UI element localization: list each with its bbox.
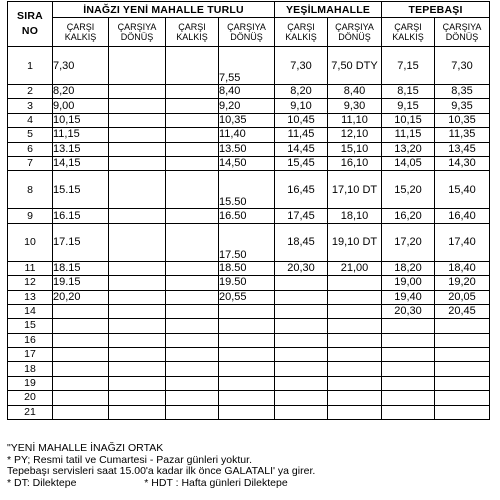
time-cell: 18,20 [382,261,435,275]
time-cell: 20,55 [219,290,275,304]
time-cell: 20,20 [53,290,109,304]
table-row [8,223,490,261]
time-cell: 10,45 [275,113,328,127]
time-cell [166,142,219,156]
time-cell [328,405,382,419]
sub-header-row [8,18,490,47]
time-cell: 20,30 [275,261,328,275]
row-number: 18 [8,362,53,376]
table-row [8,261,490,275]
sub-header-line: DÖNÜŞ [445,32,479,42]
time-cell [166,128,219,142]
time-cell: 17,10 DT [328,171,382,209]
time-cell [328,304,382,318]
time-cell [53,405,109,419]
group-header-yesilmahalle: YEŞİLMAHALLE [275,2,382,18]
time-cell [166,113,219,127]
time-cell [109,276,166,290]
time-cell: 14,05 [382,156,435,170]
time-cell: 20,30 [382,304,435,318]
time-cell: 19,40 [382,290,435,304]
time-cell [382,333,435,347]
time-cell: 11,40 [219,128,275,142]
time-cell: 15,40 [435,171,490,209]
time-cell [328,348,382,362]
sub-header [53,18,109,47]
time-cell: 18,45 [275,223,328,261]
time-cell [328,290,382,304]
time-cell: 14,15 [53,156,109,170]
sub-header [166,18,219,47]
time-cell [219,376,275,390]
sub-header-line: KALKIŞ [176,32,208,42]
time-cell [53,348,109,362]
row-number: 17 [8,348,53,362]
time-cell [109,261,166,275]
footer-note: Tepebaşı servisleri saat 15.00'a kadar ilk önce GALATALI' ya girer. [7,465,316,477]
time-cell: 16.15 [53,209,109,223]
time-cell [382,376,435,390]
time-cell: 16.50 [219,209,275,223]
time-cell: 16,10 [328,156,382,170]
time-cell [109,209,166,223]
time-cell [109,348,166,362]
time-cell: 15,45 [275,156,328,170]
table-row [8,142,490,156]
row-number: 12 [8,276,53,290]
row-number: 6 [8,142,53,156]
sub-header-line: ÇARŞIYA [117,22,157,32]
time-cell: 11,45 [275,128,328,142]
time-cell [435,376,490,390]
time-cell [219,333,275,347]
time-cell: 13.50 [219,142,275,156]
time-cell [109,156,166,170]
sub-header-line: ÇARŞI [66,22,95,32]
time-cell: 10,35 [435,113,490,127]
time-cell: 9,20 [219,99,275,113]
time-cell [275,319,328,333]
row-number: 13 [8,290,53,304]
table-row [8,156,490,170]
time-cell: 19,20 [435,276,490,290]
row-number: 15 [8,319,53,333]
time-cell [219,304,275,318]
sub-header-line: ÇARŞI [287,22,315,32]
row-number: 21 [8,405,53,419]
time-cell [328,376,382,390]
time-cell: 13,45 [435,142,490,156]
time-cell [53,391,109,405]
time-cell: 11,35 [435,128,490,142]
time-cell [435,348,490,362]
row-number: 5 [8,128,53,142]
time-cell: 15,10 [328,142,382,156]
row-number: 7 [8,156,53,170]
time-cell [166,319,219,333]
time-cell [53,333,109,347]
time-cell: 19.50 [219,276,275,290]
table-row [8,99,490,113]
table-row [8,319,490,333]
time-cell [166,405,219,419]
time-cell [166,362,219,376]
time-cell: 9,30 [328,99,382,113]
time-cell [435,405,490,419]
time-cell: 16,45 [275,171,328,209]
time-cell: 13.15 [53,142,109,156]
time-cell [275,276,328,290]
time-cell [275,391,328,405]
table-row [8,47,490,85]
sub-header [109,18,166,47]
time-cell: 17.50 [219,223,275,261]
time-cell: 16,40 [435,209,490,223]
time-cell: 11,15 [382,128,435,142]
row-number: 11 [8,261,53,275]
time-cell [109,333,166,347]
time-cell: 9,10 [275,99,328,113]
sub-header-line: DÖNÜŞ [120,32,154,42]
sub-header-line: KALKIŞ [64,32,97,42]
row-number: 8 [8,171,53,209]
time-cell [275,376,328,390]
time-cell: 10,15 [382,113,435,127]
time-cell: 11,15 [53,128,109,142]
time-cell [109,304,166,318]
time-cell [435,333,490,347]
time-cell: 14,50 [219,156,275,170]
sira-label: SIRA [17,10,43,22]
time-cell: 7,30 [275,47,328,85]
time-cell [219,348,275,362]
time-cell [109,376,166,390]
time-cell: 15,20 [382,171,435,209]
time-cell [219,319,275,333]
time-cell: 15.15 [53,171,109,209]
time-cell [435,391,490,405]
time-cell [53,319,109,333]
table-row [8,362,490,376]
table-row [8,171,490,209]
no-label: NO [21,25,39,37]
sub-header-line: DÖNÜŞ [230,32,263,42]
time-cell [166,304,219,318]
group-header-row [8,2,490,18]
time-cell [53,304,109,318]
time-cell: 8,15 [382,85,435,99]
footer-note: "YENİ MAHALLE İNAĞZI ORTAK [7,442,164,454]
time-cell: 9,15 [382,99,435,113]
time-cell [166,85,219,99]
time-cell: 18.50 [219,261,275,275]
footer-note-legend [7,478,497,490]
time-cell [53,362,109,376]
time-cell: 8,20 [275,85,328,99]
time-cell [53,376,109,390]
time-cell [166,391,219,405]
time-cell [166,348,219,362]
time-cell [109,113,166,127]
time-cell: 11,10 [328,113,382,127]
time-cell: 7,55 [219,47,275,85]
group-header-tepebasi: TEPEBAŞI [382,2,490,18]
table-row [8,113,490,127]
time-cell: 14,30 [435,156,490,170]
time-cell [166,333,219,347]
footer-note: * PY; Resmi tatil ve Cumartesi - Pazar günleri yoktur. [7,453,252,466]
time-cell [328,391,382,405]
time-cell: 17.15 [53,223,109,261]
time-cell [109,362,166,376]
time-cell: 8,35 [435,85,490,99]
time-cell: 18,10 [328,209,382,223]
bus-schedule-table [7,1,490,420]
footer-note-dt: * DT: Dilektepe [7,476,77,489]
time-cell [382,348,435,362]
time-cell [275,290,328,304]
time-cell: 7,30 [53,47,109,85]
time-cell: 15.50 [219,171,275,209]
table-row [8,276,490,290]
row-number: 2 [8,85,53,99]
time-cell: 18,40 [435,261,490,275]
row-number: 9 [8,209,53,223]
time-cell: 17,40 [435,223,490,261]
sub-header-line: ÇARŞI [394,22,422,32]
row-number: 20 [8,391,53,405]
time-cell [166,261,219,275]
row-number: 10 [8,223,53,261]
time-cell [275,362,328,376]
row-number: 1 [8,47,53,85]
time-cell [109,99,166,113]
time-cell [166,223,219,261]
time-cell: 12,10 [328,128,382,142]
time-cell: 8,20 [53,85,109,99]
time-cell [109,319,166,333]
table-row [8,209,490,223]
time-cell [382,405,435,419]
table-row [8,290,490,304]
sub-header-line: ÇARŞI [178,22,206,32]
time-cell [109,128,166,142]
table-row [8,391,490,405]
time-cell [435,319,490,333]
table-row [8,405,490,419]
group-header-inagzi: İNAĞZI YENİ MAHALLE TURLU [53,2,275,18]
time-cell: 19.15 [53,276,109,290]
sub-header [435,18,490,47]
sub-header [219,18,275,47]
time-cell: 20,05 [435,290,490,304]
time-cell [166,171,219,209]
time-cell [166,156,219,170]
time-cell: 13,20 [382,142,435,156]
time-cell [166,47,219,85]
time-cell: 9,00 [53,99,109,113]
time-cell: 7,30 [435,47,490,85]
table-row [8,304,490,318]
time-cell: 10,15 [53,113,109,127]
time-cell [166,209,219,223]
time-cell: 7,50 DTY [328,47,382,85]
time-cell [219,391,275,405]
sub-header-line: ÇARŞIYA [227,22,266,32]
time-cell [435,362,490,376]
time-cell [109,171,166,209]
sub-header-line: DÖNÜŞ [338,32,371,42]
footer-notes [7,443,497,489]
time-cell: 18.15 [53,261,109,275]
sira-no-header [8,2,53,47]
table-row [8,333,490,347]
row-number: 3 [8,99,53,113]
time-cell [109,47,166,85]
time-cell [382,362,435,376]
table-row [8,348,490,362]
time-cell: 17,45 [275,209,328,223]
sub-header-line: ÇARŞIYA [442,22,482,32]
time-cell: 19,00 [382,276,435,290]
time-cell [382,391,435,405]
sub-header [275,18,328,47]
table-row [8,376,490,390]
time-cell [275,333,328,347]
time-cell [328,276,382,290]
time-cell [109,223,166,261]
schedule-body [8,47,490,420]
sub-header-line: KALKIŞ [392,32,424,42]
time-cell: 17,20 [382,223,435,261]
time-cell [166,99,219,113]
time-cell [166,276,219,290]
row-number: 16 [8,333,53,347]
time-cell [109,142,166,156]
table-row [8,85,490,99]
time-cell [166,290,219,304]
time-cell: 7,15 [382,47,435,85]
time-cell: 20,45 [435,304,490,318]
row-number: 19 [8,376,53,390]
time-cell [166,376,219,390]
time-cell [328,362,382,376]
sub-header [328,18,382,47]
time-cell [275,405,328,419]
time-cell: 8,40 [219,85,275,99]
row-number: 4 [8,113,53,127]
time-cell [275,304,328,318]
footer-note-hdt: * HDT : Hafta günleri Dilektepe [144,476,288,489]
time-cell: 16,20 [382,209,435,223]
time-cell [219,362,275,376]
row-number: 14 [8,304,53,318]
time-cell [275,348,328,362]
time-cell [328,319,382,333]
time-cell [328,333,382,347]
time-cell: 21,00 [328,261,382,275]
sub-header-line: KALKIŞ [285,32,317,42]
time-cell [109,405,166,419]
sub-header [382,18,435,47]
time-cell [382,319,435,333]
time-cell [109,85,166,99]
time-cell: 19,10 DT [328,223,382,261]
table-row [8,128,490,142]
sub-header-line: ÇARŞIYA [335,22,374,32]
time-cell [109,290,166,304]
time-cell: 8,40 [328,85,382,99]
time-cell: 10,35 [219,113,275,127]
time-cell: 14,45 [275,142,328,156]
time-cell: 9,35 [435,99,490,113]
time-cell [219,405,275,419]
time-cell [109,391,166,405]
